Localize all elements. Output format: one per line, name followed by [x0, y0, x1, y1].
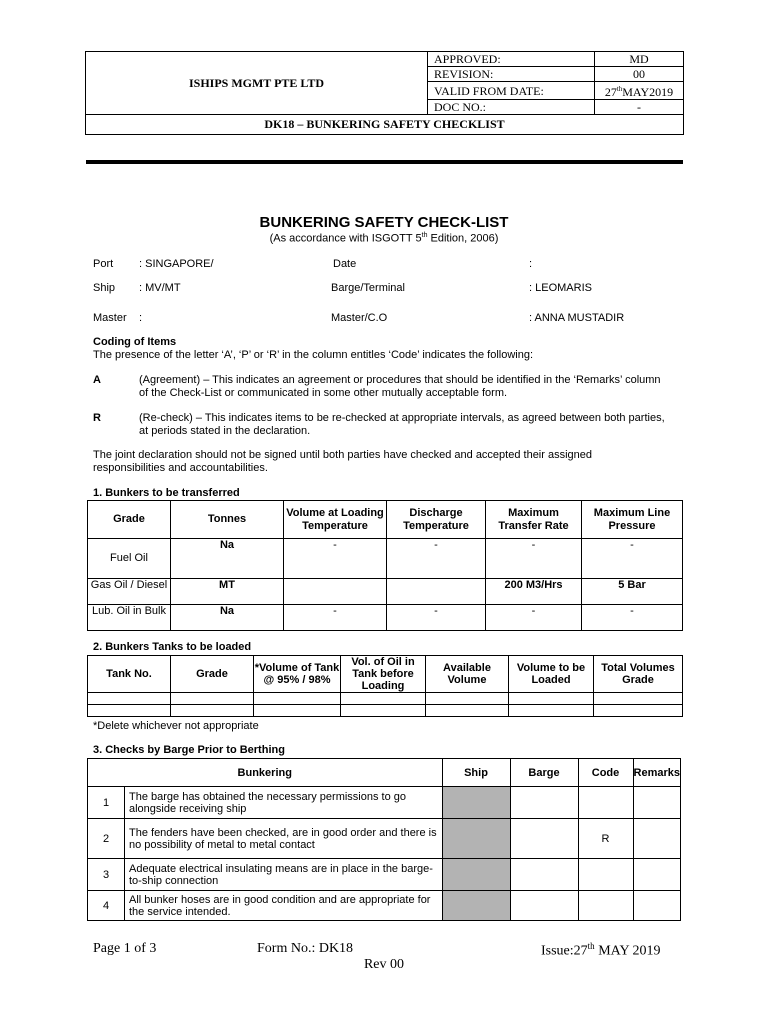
remarks-cell[interactable]: [633, 819, 680, 859]
table-row: [88, 539, 683, 579]
barge-check-cell[interactable]: [510, 819, 578, 859]
cell-grade: Gas Oil / Diesel: [88, 579, 171, 605]
col-volume-of-tank: *Volume of Tank @ 95% / 98%: [254, 656, 341, 693]
cell-discharge: [387, 579, 486, 605]
approved-value: MD: [595, 52, 684, 67]
section1-heading: 1. Bunkers to be transferred: [93, 487, 240, 499]
remarks-cell[interactable]: [633, 891, 680, 921]
master-value: :: [139, 312, 143, 324]
col-bunkering: Bunkering: [88, 759, 443, 787]
date-label: Date: [333, 258, 357, 270]
footer-page-number: Page 1 of 3: [93, 941, 157, 956]
col-barge: Barge: [510, 759, 578, 787]
master-co-label: Master/C.O: [331, 312, 388, 324]
item-number: 2: [88, 819, 125, 859]
cell-volume: -: [284, 539, 387, 579]
cell-volume: [284, 579, 387, 605]
item-text: Adequate electrical insulating means are in place in the barge-to-ship connection: [125, 859, 443, 891]
ship-check-cell[interactable]: [442, 859, 510, 891]
cell-rate: -: [486, 605, 582, 631]
table-row: [88, 693, 683, 705]
table-row: [88, 787, 681, 819]
delete-note: *Delete whichever not appropriate: [93, 720, 259, 732]
barge-check-cell[interactable]: [510, 891, 578, 921]
col-grade: Grade: [88, 501, 171, 539]
revision-label: REVISION:: [428, 67, 595, 82]
item-text: The fenders have been checked, are in good order and there is no possibility of metal to metal contact: [125, 819, 443, 859]
cell-rate: 200 M3/Hrs: [486, 579, 582, 605]
code-r-text: (Re-check) – This indicates items to be re-checked at appropriate intervals, as agreed between both parties, at periods stated in the declaration.: [139, 412, 665, 437]
cell-discharge: -: [387, 605, 486, 631]
doc-no-label: DOC NO.:: [428, 100, 595, 115]
company-name: ISHIPS MGMT PTE LTD: [86, 52, 428, 115]
col-max-line-pressure: Maximum Line Pressure: [582, 501, 683, 539]
section3-heading: 3. Checks by Barge Prior to Berthing: [93, 744, 285, 756]
col-vol-before-loading: Vol. of Oil in Tank before Loading: [341, 656, 426, 693]
section2-heading: 2. Bunkers Tanks to be loaded: [93, 641, 252, 653]
barge-checks-table: [87, 758, 681, 921]
master-label: Master: [93, 312, 127, 324]
item-number: 1: [88, 787, 125, 819]
col-ship: Ship: [442, 759, 510, 787]
master-co-value: : ANNA MUSTADIR: [529, 312, 625, 324]
code-a-letter: A: [93, 374, 101, 386]
ship-check-cell[interactable]: [442, 819, 510, 859]
code-cell: R: [578, 819, 633, 859]
col-discharge-temp: Discharge Temperature: [387, 501, 486, 539]
item-text: All bunker hoses are in good condition and are appropriate for the service intended.: [125, 891, 443, 921]
cell-rate: -: [486, 539, 582, 579]
col-max-transfer-rate: Maximum Transfer Rate: [486, 501, 582, 539]
col-grade: Grade: [171, 656, 254, 693]
cell-grade: Lub. Oil in Bulk: [88, 605, 171, 631]
document-header: [85, 51, 684, 135]
cell-tonnes: Na: [171, 605, 284, 631]
doc-no-value: -: [595, 100, 684, 115]
bunker-tanks-table: [87, 655, 683, 717]
revision-value: 00: [595, 67, 684, 82]
col-remarks: Remarks: [633, 759, 680, 787]
col-tank-no: Tank No.: [88, 656, 171, 693]
bunkers-transfer-table: [87, 500, 683, 631]
cell-pressure: -: [582, 605, 683, 631]
coding-intro: The presence of the letter ‘A’, ‘P’ or ‘R’ in the column entitles ‘Code’ indicates the following:: [93, 349, 534, 361]
col-tonnes: Tonnes: [171, 501, 284, 539]
col-total-volumes-grade: Total Volumes Grade: [594, 656, 683, 693]
code-cell: [578, 787, 633, 819]
barge-check-cell[interactable]: [510, 859, 578, 891]
cell-discharge: -: [387, 539, 486, 579]
cell-tonnes: Na: [171, 539, 284, 579]
cell-pressure: -: [582, 539, 683, 579]
joint-declaration-note: The joint declaration should not be signed until both parties have checked and accepted their assigned responsibilities and accountabilities.: [93, 449, 593, 474]
remarks-cell[interactable]: [633, 787, 680, 819]
footer-form-number: Form No.: DK18: [257, 941, 354, 956]
item-number: 3: [88, 859, 125, 891]
coding-heading: Coding of Items: [93, 336, 177, 348]
remarks-cell[interactable]: [633, 859, 680, 891]
table-row: [88, 605, 683, 631]
barge-value: : LEOMARIS: [529, 282, 592, 294]
cell-volume: -: [284, 605, 387, 631]
form-title: DK18 – BUNKERING SAFETY CHECKLIST: [86, 115, 684, 135]
port-value: : SINGAPORE/: [139, 258, 214, 270]
valid-from-value: 27thMAY2019: [595, 82, 684, 100]
col-code: Code: [578, 759, 633, 787]
ship-value: : MV/MT: [139, 282, 181, 294]
footer-revision: Rev 00: [363, 957, 405, 972]
document-subtitle: (As accordance with ISGOTT 5th Edition, 2006): [269, 232, 499, 245]
table-row: [88, 891, 681, 921]
approved-label: APPROVED:: [428, 52, 595, 67]
cell-tonnes: MT: [171, 579, 284, 605]
date-value: :: [529, 258, 533, 270]
col-volume-to-load: Volume to be Loaded: [509, 656, 594, 693]
cell-grade: Fuel Oil: [88, 539, 171, 579]
document-title: BUNKERING SAFETY CHECK-LIST: [259, 214, 509, 231]
item-number: 4: [88, 891, 125, 921]
port-label: Port: [93, 258, 114, 270]
col-available-volume: Available Volume: [426, 656, 509, 693]
footer-issue-date: Issue:27th MAY 2019: [541, 941, 661, 959]
code-r-letter: R: [93, 412, 101, 424]
code-cell: [578, 891, 633, 921]
table-row: [88, 705, 683, 717]
ship-label: Ship: [93, 282, 116, 294]
item-text: The barge has obtained the necessary permissions to go alongside receiving ship: [125, 787, 443, 819]
ship-check-cell[interactable]: [442, 787, 510, 819]
valid-from-label: VALID FROM DATE:: [428, 82, 595, 100]
barge-label: Barge/Terminal: [331, 282, 405, 294]
ship-check-cell[interactable]: [442, 891, 510, 921]
col-volume-loading-temp: Volume at Loading Temperature: [284, 501, 387, 539]
table-row: [88, 819, 681, 859]
code-cell: [578, 859, 633, 891]
barge-check-cell[interactable]: [510, 787, 578, 819]
table-row: [88, 859, 681, 891]
code-a-text: (Agreement) – This indicates an agreement or procedures that should be identified in the ‘Remarks’ column of the Check-List or communicated in some other mutually acceptable form.: [139, 374, 661, 399]
cell-pressure: 5 Bar: [582, 579, 683, 605]
header-divider: [86, 160, 683, 164]
table-row: [88, 579, 683, 605]
